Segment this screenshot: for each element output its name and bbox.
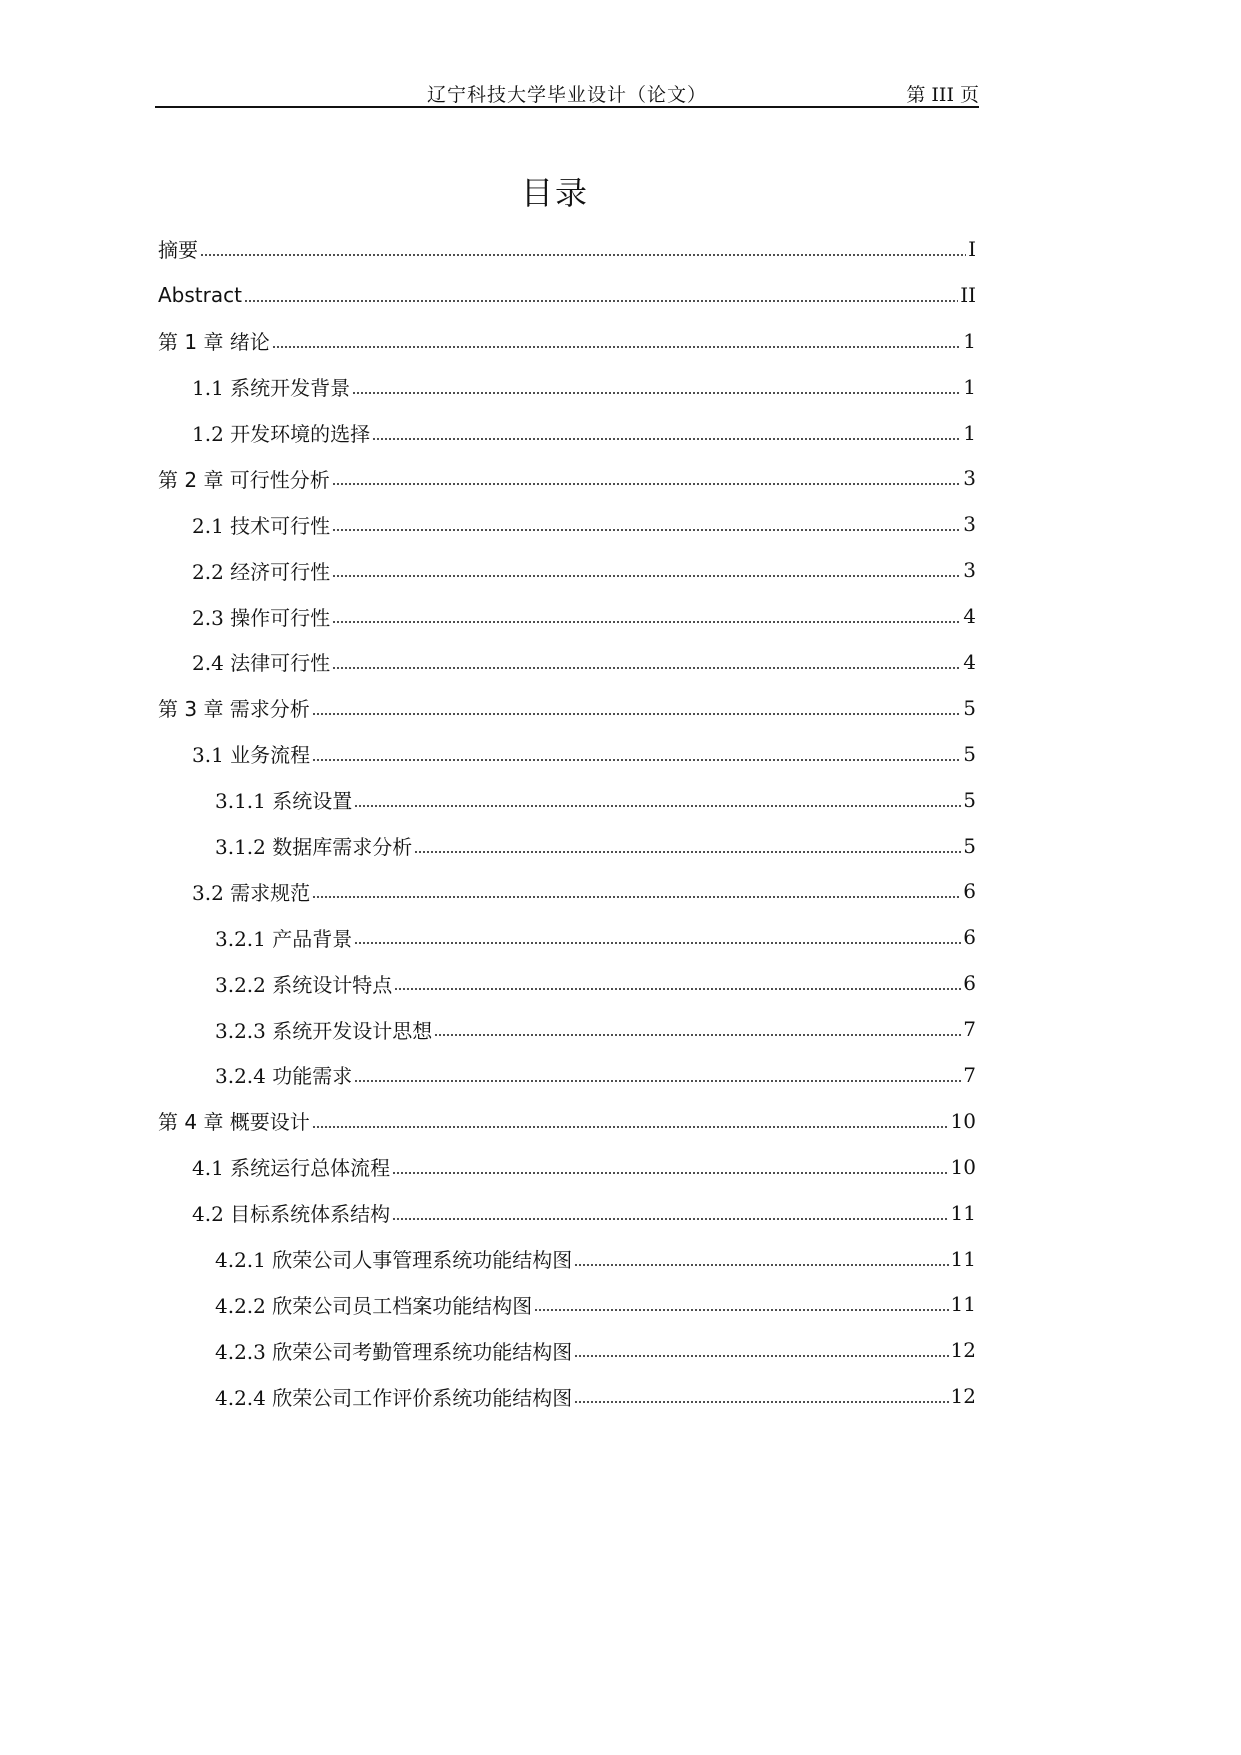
toc-entry-label: 摘要	[158, 238, 198, 263]
toc-entry[interactable]	[158, 501, 976, 547]
toc-entry-label: 4.2.1 欣荣公司人事管理系统功能结构图	[215, 1248, 573, 1273]
dot-leader	[312, 896, 961, 898]
toc-entry[interactable]	[158, 455, 976, 501]
toc-entry-label: 3.2.3 系统开发设计思想	[215, 1018, 433, 1043]
page-number: 第 III 页	[906, 84, 979, 106]
dot-leader	[332, 483, 961, 485]
toc-entry[interactable]	[158, 226, 976, 272]
toc-entry-label: 2.4 法律可行性	[192, 651, 331, 676]
toc-entry[interactable]	[158, 777, 976, 823]
dot-leader	[244, 300, 958, 302]
toc-entry-label: 4.1 系统运行总体流程	[192, 1156, 391, 1181]
toc-entry-page-number: 3	[963, 512, 976, 537]
dot-leader	[272, 346, 961, 348]
toc-entry[interactable]	[158, 1144, 976, 1190]
toc-entry-page-number: 10	[950, 1154, 976, 1179]
toc-entry[interactable]	[158, 1236, 976, 1282]
toc-entry-page-number: 5	[963, 833, 976, 858]
toc-entry[interactable]	[158, 1098, 976, 1144]
toc-entry[interactable]	[158, 823, 976, 869]
toc-entry-page-number: 11	[950, 1292, 976, 1317]
dot-leader	[332, 575, 961, 577]
table-of-contents	[158, 226, 976, 1419]
toc-entry[interactable]	[158, 364, 976, 410]
toc-entry-page-number: 4	[963, 649, 976, 674]
toc-entry-label: 1.2 开发环境的选择	[192, 422, 371, 446]
toc-entry[interactable]	[158, 1327, 976, 1373]
toc-entry-label: 3.1.1 系统设置	[215, 789, 353, 814]
dot-leader	[394, 988, 961, 990]
toc-entry-page-number: 12	[950, 1384, 976, 1409]
dot-leader	[354, 805, 961, 807]
toc-entry[interactable]	[158, 960, 976, 1006]
toc-entry-page-number: 7	[963, 1017, 976, 1042]
dot-leader	[332, 621, 961, 623]
toc-entry-page-number: 11	[950, 1246, 976, 1271]
toc-entry-page-number: 6	[963, 971, 976, 996]
toc-entry[interactable]	[158, 1281, 976, 1327]
toc-entry-page-number: 3	[963, 466, 976, 491]
dot-leader	[332, 667, 961, 669]
toc-entry[interactable]	[158, 593, 976, 639]
toc-entry-label: 4.2.4 欣荣公司工作评价系统功能结构图	[215, 1385, 573, 1410]
toc-entry-page-number: 6	[963, 879, 976, 904]
toc-entry-label: 3.1.2 数据库需求分析	[215, 835, 413, 860]
toc-entry[interactable]	[158, 318, 976, 364]
dot-leader	[352, 392, 961, 394]
toc-entry[interactable]	[158, 1190, 976, 1236]
toc-entry-label: 3.1 业务流程	[192, 743, 311, 768]
dot-leader	[574, 1355, 948, 1357]
toc-entry[interactable]	[158, 639, 976, 685]
dot-leader	[434, 1034, 961, 1036]
toc-entry-label: 2.3 操作可行性	[192, 605, 331, 630]
toc-entry-label: 3.2.4 功能需求	[215, 1064, 353, 1089]
toc-entry[interactable]	[158, 272, 976, 318]
toc-entry[interactable]	[158, 868, 976, 914]
toc-entry-page-number: 5	[963, 741, 976, 766]
dot-leader	[354, 1080, 961, 1082]
toc-entry-label: 3.2.2 系统设计特点	[215, 972, 393, 997]
toc-entry-label: 4.2 目标系统体系结构	[192, 1202, 391, 1227]
toc-entry-page-number: 7	[963, 1062, 976, 1087]
toc-entry-page-number: 3	[963, 558, 976, 583]
dot-leader	[534, 1309, 948, 1311]
toc-entry-page-number: 12	[950, 1338, 976, 1363]
toc-entry-label: 第 1 章 绪论	[158, 330, 270, 355]
toc-entry[interactable]	[158, 731, 976, 777]
toc-entry-page-number: 1	[963, 420, 976, 445]
page-header	[155, 78, 979, 108]
toc-entry[interactable]	[158, 685, 976, 731]
dot-leader	[332, 529, 961, 531]
toc-entry-page-number: 11	[950, 1200, 976, 1225]
toc-entry[interactable]	[158, 1373, 976, 1419]
document-title: 辽宁科技大学毕业设计（论文）	[426, 84, 707, 106]
toc-entry-page-number: 6	[963, 925, 976, 950]
toc-entry-label: 4.2.2 欣荣公司员工档案功能结构图	[215, 1293, 533, 1318]
dot-leader	[372, 438, 961, 440]
toc-entry-label: 3.2 需求规范	[192, 880, 311, 905]
toc-entry-label: 第 3 章 需求分析	[158, 697, 310, 722]
toc-entry-label: 3.2.1 产品背景	[215, 926, 353, 951]
toc-entry-page-number: 5	[963, 787, 976, 812]
toc-entry-page-number: 5	[963, 695, 976, 720]
dot-leader	[312, 1126, 949, 1128]
toc-entry[interactable]	[158, 410, 976, 456]
dot-leader	[200, 254, 966, 256]
toc-entry-page-number: I	[968, 236, 976, 261]
toc-entry-label: 2.1 技术可行性	[192, 513, 331, 538]
dot-leader	[312, 759, 961, 761]
dot-leader	[574, 1401, 948, 1403]
toc-entry[interactable]	[158, 1006, 976, 1052]
toc-entry-label: 第 2 章 可行性分析	[158, 467, 330, 492]
toc-entry[interactable]	[158, 914, 976, 960]
dot-leader	[574, 1264, 948, 1266]
toc-entry-page-number: 10	[950, 1108, 976, 1133]
toc-entry-page-number: II	[960, 282, 976, 307]
dot-leader	[414, 851, 961, 853]
toc-heading: 目录	[520, 174, 589, 212]
toc-entry-label: 1.1 系统开发背景	[192, 376, 351, 401]
toc-entry-label: 4.2.3 欣荣公司考勤管理系统功能结构图	[215, 1339, 573, 1364]
dot-leader	[312, 713, 961, 715]
toc-entry-page-number: 4	[963, 604, 976, 629]
toc-entry-page-number: 1	[963, 328, 976, 353]
toc-entry[interactable]	[158, 547, 976, 593]
dot-leader	[392, 1172, 948, 1174]
toc-entry-label: Abstract	[158, 282, 242, 307]
dot-leader	[354, 942, 961, 944]
toc-entry-label: 2.2 经济可行性	[192, 559, 331, 584]
dot-leader	[392, 1218, 948, 1220]
toc-entry-label: 第 4 章 概要设计	[158, 1110, 310, 1135]
toc-entry-page-number: 1	[963, 374, 976, 399]
toc-entry[interactable]	[158, 1052, 976, 1098]
